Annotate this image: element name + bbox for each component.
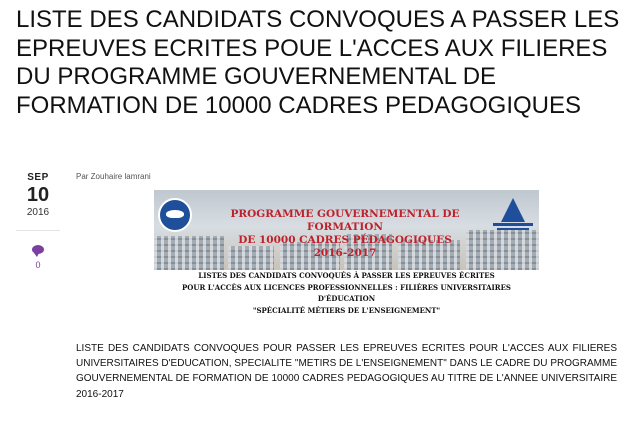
banner-text-line: LISTES DES CANDIDATS CONVOQUÉS À PASSER LES EPREUVES ÉCRITES [198, 271, 495, 280]
post-date [16, 172, 60, 272]
comments-link[interactable] [16, 241, 60, 272]
banner-title-line: PROGRAMME GOUVERNEMENTAL DE FORMATION [230, 208, 460, 233]
comment-count[interactable]: 0 [35, 260, 41, 270]
university-emblem-icon [493, 196, 533, 232]
date-year: 2016 [26, 207, 50, 218]
date-day: 10 [26, 184, 50, 206]
ministry-emblem-icon [158, 198, 192, 232]
date-divider [16, 230, 60, 231]
post-title: LISTE DES CANDIDATS CONVOQUES A PASSER LES EPREUVES ECRITES POUE L'ACCES AUX FILIERES DU PROGRAMME GOUVERNEMENTAL DE FORMATION DE 10000 CADRES PEDAGOGIQUES [16, 6, 620, 119]
date-month: SEP [27, 172, 49, 183]
banner-title-line: 2016-2017 [313, 247, 377, 259]
banner-text-line: POUR L'ACCÈS AUX LICENCES PROFESSIONNELLES : FILIÈRES UNIVERSITAIRES D'ÉDUCATION [182, 282, 511, 303]
post-description: LISTE DES CANDIDATS CONVOQUES POUR PASSER LES EPREUVES ECRITES POUR L'ACCES AUX FILIERES UNIVERSITAIRES D'EDUCATION, SPECIALITE "METIRS DE L'ENSEIGNEMENT" DANS LE CADRE DU PROGRAMME GOUVERNEMENTAL DE FORMATION DE 10000 CADRES PEDAGOGIQUES AU TITRE DE L'ANNEE UNIVERSITAIRE 2016-2017 [76, 343, 617, 400]
banner-title-line: DE 10000 CADRES PÉDAGOGIQUES [238, 234, 452, 246]
banner-title [192, 208, 498, 260]
post-banner-image [154, 190, 539, 323]
banner-text [154, 270, 539, 316]
comment-bubble-icon[interactable] [32, 245, 44, 254]
post-author[interactable]: Par Zouhaire lamrani [76, 172, 151, 181]
banner-text-line: "SPÉCIALITÉ MÉTIERS DE L'ENSEIGNEMENT" [252, 305, 441, 315]
banner-header [154, 190, 539, 270]
